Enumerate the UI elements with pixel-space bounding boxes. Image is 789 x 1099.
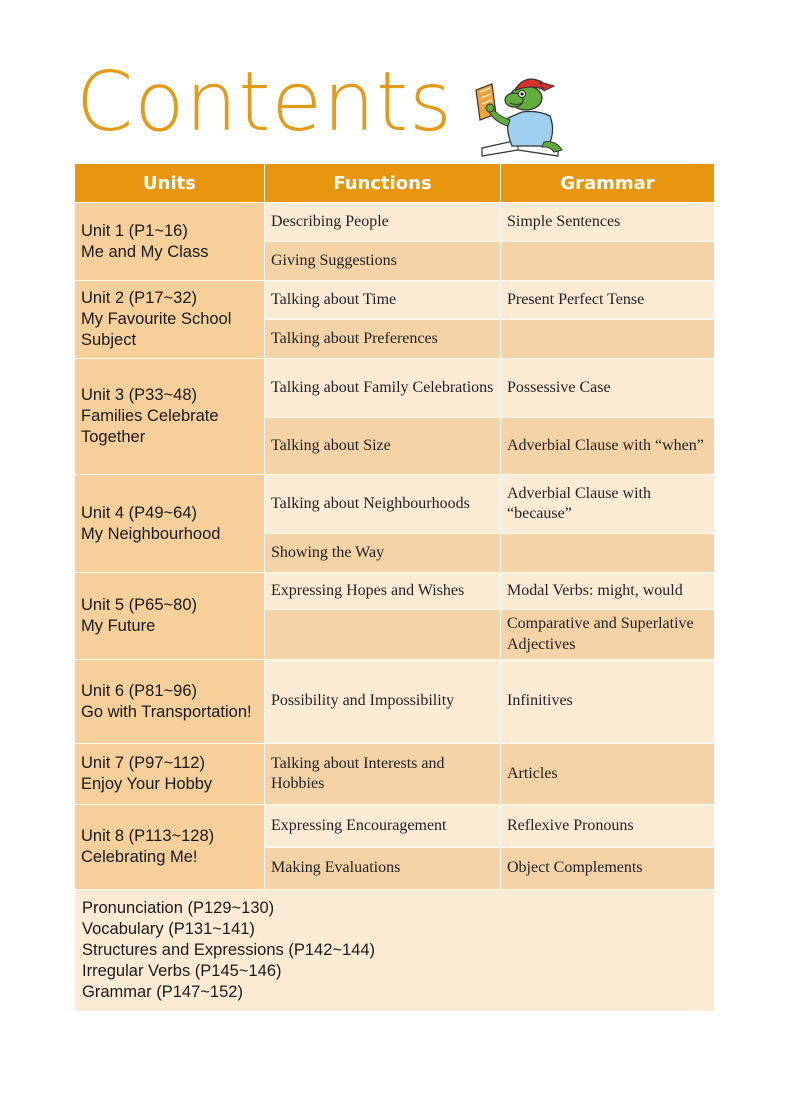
grammar-cell: Articles	[501, 744, 715, 805]
unit-cell	[75, 359, 265, 475]
unit-cell	[75, 203, 265, 281]
appendix-item: Grammar (P147~152)	[82, 983, 243, 1001]
unit-name: My Favourite School Subject	[81, 310, 232, 349]
grammar-cell: Simple Sentences	[501, 203, 715, 242]
function-cell: Talking about Neighbourhoods	[265, 475, 501, 534]
function-cell: Expressing Encouragement	[265, 805, 501, 848]
unit-name: Me and My Class	[81, 242, 209, 261]
unit-code: Unit 3 (P33~48)	[81, 386, 198, 404]
function-cell: Talking about Interests and Hobbies	[265, 744, 501, 805]
header-functions: Functions	[265, 164, 501, 203]
unit-cell	[75, 573, 265, 660]
function-cell: Talking about Preferences	[265, 320, 501, 359]
grammar-cell: Adverbial Clause with “because”	[501, 475, 715, 534]
grammar-cell: Infinitives	[501, 660, 715, 744]
function-cell: Talking about Time	[265, 281, 501, 320]
appendix-item: Pronunciation (P129~130)	[82, 899, 275, 917]
grammar-cell: Adverbial Clause with “when”	[501, 418, 715, 475]
grammar-cell: Object Complements	[501, 848, 715, 890]
table-row	[75, 475, 715, 534]
table-row	[75, 573, 715, 610]
grammar-cell: Possessive Case	[501, 359, 715, 418]
function-cell: Describing People	[265, 203, 501, 242]
unit-code: Unit 7 (P97~112)	[81, 754, 205, 772]
grammar-cell	[501, 534, 715, 573]
page-title: Contents	[76, 55, 453, 150]
unit-code: Unit 4 (P49~64)	[81, 503, 198, 522]
unit-cell	[75, 281, 265, 359]
unit-name: My Neighbourhood	[81, 524, 221, 543]
header-grammar: Grammar	[501, 164, 715, 203]
table-row	[75, 805, 715, 848]
table-row	[75, 281, 715, 320]
grammar-cell: Present Perfect Tense	[501, 281, 715, 320]
unit-code: Unit 5 (P65~80)	[81, 596, 198, 614]
function-cell: Giving Suggestions	[265, 242, 501, 281]
unit-cell	[75, 805, 265, 890]
table-row	[75, 660, 715, 744]
grammar-cell: Comparative and Superlative Adjectives	[501, 610, 715, 660]
function-cell: Making Evaluations	[265, 848, 501, 890]
unit-code: Unit 1 (P1~16)	[81, 221, 188, 240]
grammar-cell	[501, 320, 715, 359]
function-cell: Possibility and Impossibility	[265, 660, 501, 744]
appendix-cell	[75, 890, 715, 1012]
unit-code: Unit 2 (P17~32)	[81, 289, 198, 307]
unit-name: Go with Transportation!	[81, 702, 252, 721]
appendix-item: Vocabulary (P131~141)	[82, 920, 255, 938]
unit-code: Unit 8 (P113~128)	[81, 827, 215, 845]
unit-cell	[75, 744, 265, 805]
table-row	[75, 203, 715, 242]
appendix-item: Structures and Expressions (P142~144)	[82, 941, 376, 959]
unit-name: Enjoy Your Hobby	[81, 775, 213, 793]
table-row	[75, 359, 715, 418]
grammar-cell: Modal Verbs: might, would	[501, 573, 715, 610]
appendix-row	[75, 890, 715, 1012]
function-cell	[265, 610, 501, 660]
unit-cell	[75, 475, 265, 573]
unit-cell	[75, 660, 265, 744]
table-header-row	[75, 164, 715, 203]
table-row	[75, 744, 715, 805]
unit-name: Celebrating Me!	[81, 848, 198, 866]
unit-code: Unit 6 (P81~96)	[81, 681, 198, 700]
appendix-item: Irregular Verbs (P145~146)	[82, 962, 282, 980]
function-cell: Showing the Way	[265, 534, 501, 573]
function-cell: Talking about Family Celebrations	[265, 359, 501, 418]
function-cell: Expressing Hopes and Wishes	[265, 573, 501, 610]
grammar-cell	[501, 242, 715, 281]
function-cell: Talking about Size	[265, 418, 501, 475]
grammar-cell: Reflexive Pronouns	[501, 805, 715, 848]
unit-name: Families Celebrate Together	[81, 407, 219, 446]
contents-table	[74, 163, 715, 1012]
header-units: Units	[75, 164, 265, 203]
reading-turtle-mascot-icon	[470, 70, 570, 162]
unit-name: My Future	[81, 617, 156, 635]
